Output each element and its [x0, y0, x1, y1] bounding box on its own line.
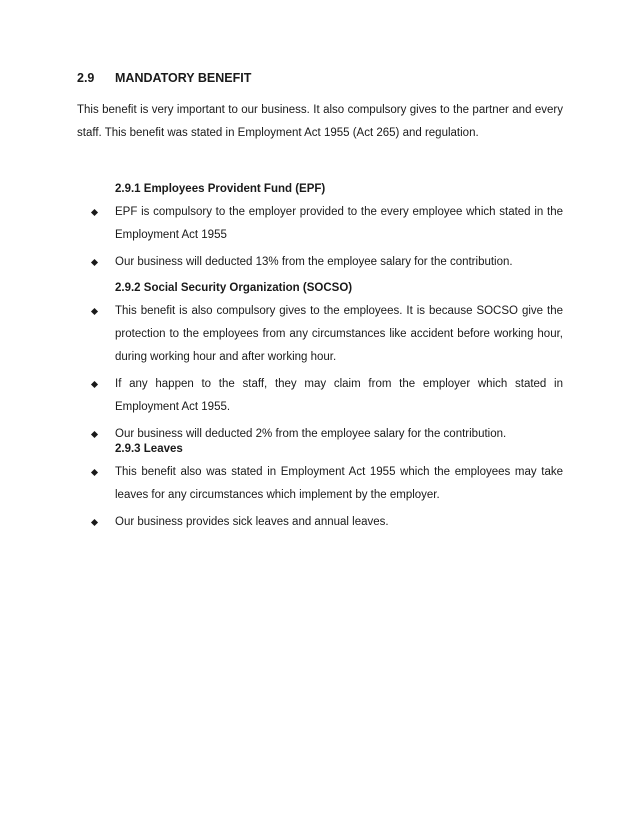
list-item: EPF is compulsory to the employer provided to the every employee which stated in the Employment Act 1955 [92, 201, 563, 247]
list-item: This benefit also was stated in Employment Act 1955 which the employees may take leaves for any circumstances which implement by the employer. [92, 461, 563, 507]
bullet-list [92, 300, 563, 446]
list-item: Our business will deducted 2% from the employee salary for the contribution. [92, 423, 563, 446]
subsection-title: 2.9.2 Social Security Organization (SOCSO) [115, 282, 353, 294]
bullet-icon [91, 259, 98, 266]
subsection-socso [92, 277, 563, 446]
list-item: This benefit is also compulsory gives to the employees. It is because SOCSO give the protection to the employees from any circumstances like accident before working hour, during working hour and after working hour. [92, 300, 563, 369]
list-item: Our business provides sick leaves and annual leaves. [92, 511, 563, 534]
list-item: Our business will deducted 13% from the employee salary for the contribution. [92, 251, 563, 274]
bullet-list [92, 201, 563, 274]
section-number: 2.9 [77, 71, 95, 85]
bullet-icon [91, 519, 98, 526]
subsection-epf [92, 178, 563, 274]
intro-paragraph: This benefit is very important to our business. It also compulsory gives to the partner and every staff. This benefit was stated in Employment Act 1955 (Act 265) and regulation. [77, 104, 563, 139]
bullet-list [92, 461, 563, 534]
subsection-title: 2.9.1 Employees Provident Fund (EPF) [115, 183, 326, 195]
bullet-icon [91, 381, 98, 388]
bullet-icon [91, 308, 98, 315]
subsection-title: 2.9.3 Leaves [115, 443, 183, 455]
subsection-leaves [92, 438, 563, 534]
bullet-icon [91, 469, 98, 476]
bullet-icon [91, 209, 98, 216]
bullet-icon [91, 431, 98, 438]
list-item: If any happen to the staff, they may claim from the employer which stated in Employment Act 1955. [92, 373, 563, 419]
section-heading [77, 71, 251, 85]
section-title: MANDATORY BENEFIT [115, 71, 252, 85]
